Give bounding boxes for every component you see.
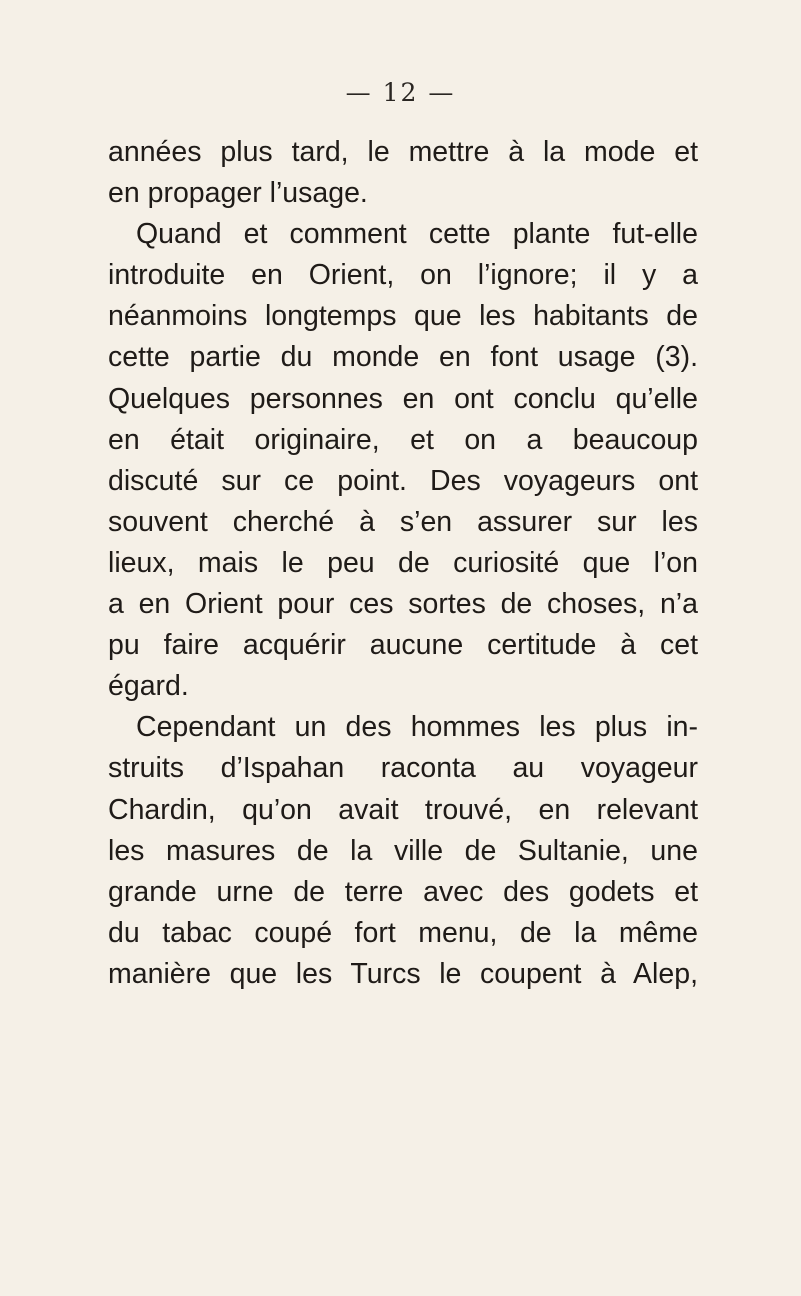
- text-line: en propager l’usage.: [108, 177, 368, 210]
- text-line: souvent cherché à s’en assurer sur les: [108, 505, 698, 538]
- text-line: manière que les Turcs le coupent à Alep,: [108, 957, 698, 990]
- page-number: — 12 —: [345, 78, 456, 107]
- text-line: années plus tard, le mettre à la mode et: [108, 136, 698, 168]
- body-text: [108, 132, 698, 995]
- text-line: du tabac coupé fort menu, de la même: [108, 916, 698, 949]
- text-line: discuté sur ce point. Des voyageurs ont: [108, 464, 698, 497]
- text-line: lieux, mais le peu de curiosité que l’on: [108, 546, 698, 579]
- text-line: a en Orient pour ces sortes de choses, n’a: [108, 588, 698, 621]
- text-line: introduite en Orient, on l’ignore; il y a: [108, 259, 698, 292]
- text-line: grande urne de terre avec des godets et: [108, 875, 698, 908]
- text-line: égard.: [108, 670, 189, 703]
- text-line: Quand et comment cette plante fut-elle: [136, 218, 698, 251]
- text-line: les masures de la ville de Sultanie, une: [108, 834, 698, 867]
- text-line: pu faire acquérir aucune certitude à cet: [108, 629, 698, 662]
- text-line: cette partie du monde en font usage (3).: [108, 341, 698, 374]
- text-line: Quelques personnes en ont conclu qu’elle: [108, 382, 698, 415]
- text-line: en était originaire, et on a beaucoup: [108, 423, 698, 456]
- text-line: néanmoins longtemps que les habitants de: [108, 300, 698, 333]
- text-line: Cependant un des hommes les plus in-: [136, 711, 698, 744]
- text-line: Chardin, qu’on avait trouvé, en relevant: [108, 793, 698, 826]
- text-line: struits d’Ispahan raconta au voyageur: [108, 752, 698, 785]
